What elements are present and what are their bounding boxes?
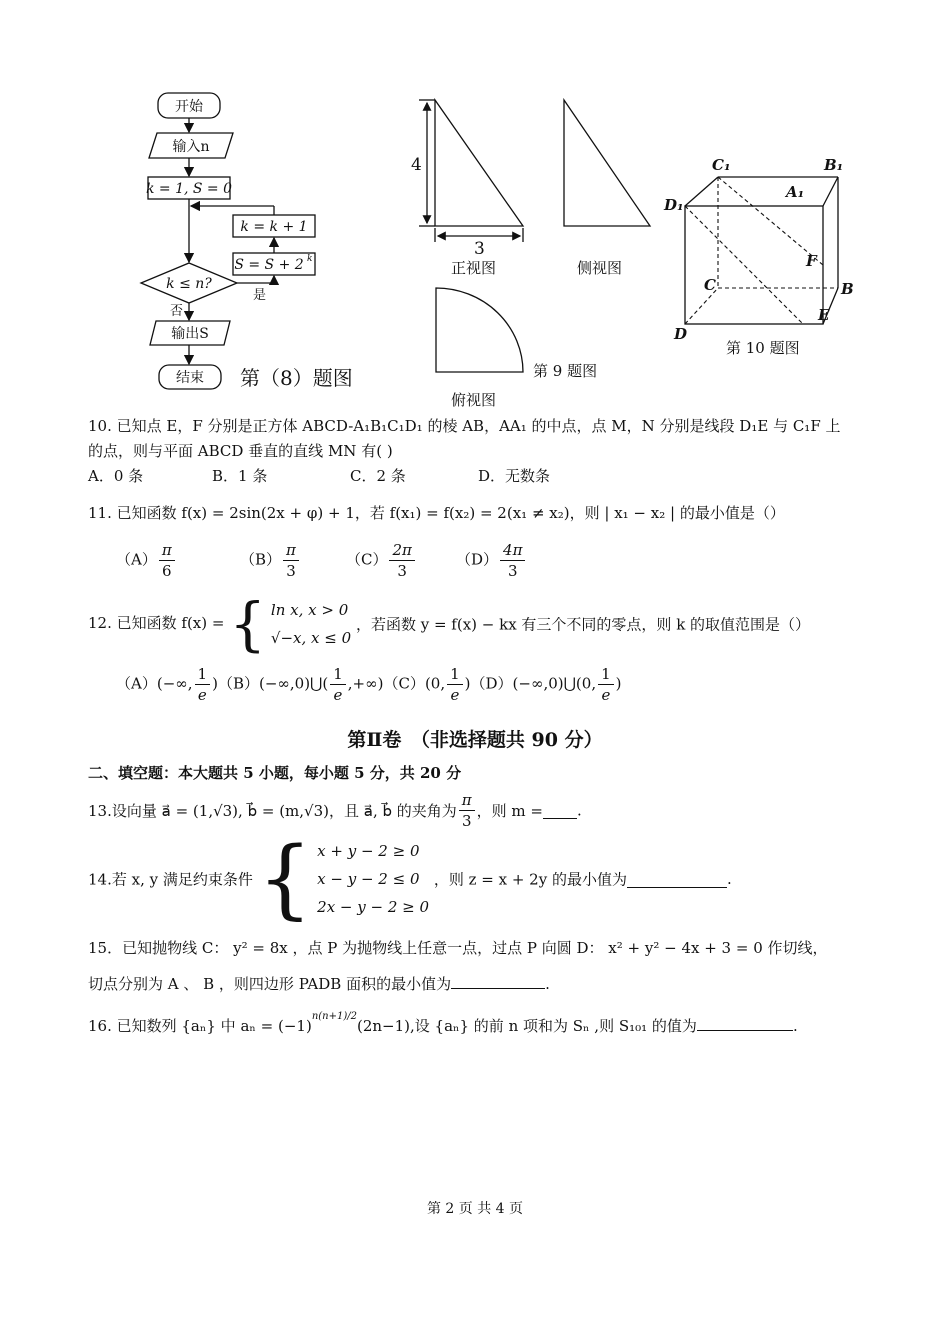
cube-vertex-a1: A₁: [786, 183, 805, 201]
cube-point-e: E: [818, 306, 830, 324]
piecewise-cases: [271, 596, 351, 652]
flow-sum-exponent: k: [307, 254, 313, 264]
constraint-3: 2x − y − 2 ≥ 0: [317, 898, 430, 916]
piecewise-case-2: √−x, x ≤ 0: [270, 629, 352, 647]
figure-10-caption: 第 10 题图: [726, 339, 800, 357]
flowchart-figure: [130, 85, 390, 400]
question-12-prefix: 12. 已知函数 f(x) =: [88, 614, 225, 632]
question-13-angle-fraction: $\frac{\pi}{3}$: [459, 790, 475, 831]
question-16-prefix: 16. 已知数列 {aₙ} 中 aₙ = (−1): [88, 1017, 312, 1035]
flow-init-label: k = 1, S = 0: [145, 181, 233, 197]
q12-option-d-pre: (−∞,0)⋃(0,: [512, 674, 597, 693]
flow-end-label: 结束: [176, 370, 204, 386]
section-2-title: 第Ⅱ卷 （非选择题共 90 分）: [347, 729, 603, 751]
side-view-caption: 侧视图: [577, 259, 623, 277]
question-10-option-b: B．1 条: [212, 467, 268, 485]
option-c-fraction: $\frac{2\pi}{3}$: [389, 540, 414, 581]
flow-increment-label: k = k + 1: [240, 219, 308, 235]
option-a-label: （A）: [116, 550, 157, 569]
constraint-brace: {: [257, 829, 313, 929]
question-10-line-1: 10. 已知点 E，F 分别是正方体 ABCD-A₁B₁C₁D₁ 的棱 AB，AA₁ 的中点，点 M，N 分别是线段 D₁E 与 C₁F 上: [88, 417, 841, 435]
q12-option-c-label: （C）: [383, 674, 425, 693]
question-12-stem: [88, 590, 811, 658]
question-15-line-2: [88, 972, 550, 996]
question-14-suffix: ，则 z = x + 2y 的最小值为: [433, 870, 627, 889]
flow-output-label: 输出S: [171, 326, 209, 342]
cube-vertex-b1: B₁: [824, 156, 844, 174]
question-11-option-a: [116, 540, 177, 581]
flow-no-label: 否: [170, 304, 184, 319]
question-10-option-a: A．0 条: [88, 467, 144, 485]
front-view-caption: 正视图: [451, 259, 497, 277]
option-d-label: （D）: [456, 550, 499, 569]
q12-option-b-fraction: $\frac{1}{e}$: [330, 664, 346, 705]
option-d-fraction: $\frac{4\pi}{3}$: [500, 540, 525, 581]
option-b-label: （B）: [240, 550, 282, 569]
question-14: [88, 829, 732, 929]
piecewise-brace: {: [229, 590, 267, 658]
cube-vertex-c: C: [704, 276, 716, 294]
question-10-option-c: C．2 条: [350, 467, 406, 485]
piecewise-case-1: ln x, x > 0: [270, 601, 349, 619]
question-13-blank[interactable]: [543, 802, 577, 819]
question-15-line-2-text: 切点分别为 A 、 B ，则四边形 PADB 面积的最小值为: [88, 975, 452, 993]
question-16: [88, 1011, 798, 1036]
q12-option-a-fraction: $\frac{1}{e}$: [195, 664, 211, 705]
cube-figure: [660, 150, 860, 365]
flow-condition-label: k ≤ n?: [166, 276, 212, 292]
question-14-prefix: 14.若 x, y 满足约束条件: [88, 870, 253, 889]
question-10-line-2: 的点，则与平面 ABCD 垂直的直线 MN 有( ): [88, 442, 393, 460]
q12-option-a-label: （A）: [116, 674, 157, 693]
q12-option-a-pre: (−∞,: [156, 674, 193, 693]
question-16-end: .: [792, 1017, 798, 1035]
question-16-suffix: (2n−1),设 {aₙ} 的前 n 项和为 Sₙ ,则 S₁₀₁ 的值为: [356, 1017, 697, 1035]
question-11-option-c: [346, 540, 417, 581]
front-view-height-label: 4: [411, 155, 422, 175]
page-footer: 第 2 页 共 4 页: [426, 1201, 524, 1217]
top-view-caption: 俯视图: [451, 391, 497, 409]
cube-vertex-b: B: [841, 280, 854, 298]
figure-9-caption: 第 9 题图: [533, 362, 598, 380]
question-13-end: .: [577, 801, 582, 820]
question-16-blank[interactable]: [697, 1014, 793, 1031]
question-13-suffix: ，则 m =: [476, 802, 543, 820]
q12-option-b-pre: (−∞,0)⋃(: [258, 674, 329, 693]
flow-start-label: 开始: [175, 99, 203, 115]
question-12-options: [116, 664, 622, 705]
question-11-option-d: [456, 540, 527, 581]
fill-in-header: 二、填空题：本大题共 5 小题，每小题 5 分，共 20 分: [88, 764, 462, 782]
flow-yes-label: 是: [253, 288, 267, 303]
flow-input-label: 输入n: [172, 139, 210, 155]
q12-option-c-pre: (0,: [424, 674, 446, 693]
q12-option-d-fraction: $\frac{1}{e}$: [598, 664, 614, 705]
cube-vertex-d: D: [674, 325, 688, 343]
q12-option-d-post: ): [615, 674, 622, 693]
q12-option-a-post: ): [212, 674, 218, 693]
question-13-prefix: 13.设向量 a⃗ = (1,√3), b⃗ = (m,√3)，且 a⃗, b⃗ 的夹角为: [88, 802, 457, 820]
q12-option-c-post: ): [464, 674, 471, 693]
cube-vertex-c1: C₁: [712, 156, 731, 174]
three-view-figure: [405, 90, 655, 415]
question-12-suffix: ，若函数 y = f(x) − kx 有三个不同的零点，则 k 的取值范围是（）: [355, 615, 811, 634]
question-10-option-d: D．无数条: [478, 467, 551, 485]
front-view-width-label: 3: [474, 239, 485, 259]
option-c-label: （C）: [346, 550, 388, 569]
q12-option-c-fraction: $\frac{1}{e}$: [447, 664, 463, 705]
constraint-system: [317, 837, 429, 921]
question-15-end: .: [545, 975, 550, 993]
figure-8-caption: 第（8）题图: [240, 366, 353, 390]
q12-option-b-post: ,+∞): [347, 674, 384, 693]
q12-option-d-label: （D）: [470, 674, 513, 693]
question-11-option-b: [240, 540, 301, 581]
question-15-line-1: 15．已知抛物线 C： y² = 8x ，点 P 为抛物线上任意一点，过点 P 向圆 D： x² + y² − 4x + 3 = 0 作切线，: [88, 939, 828, 957]
question-11-stem: 11. 已知函数 f(x) = 2sin(2x + φ) + 1，若 f(x₁) = f(x₂) = 2(x₁ ≠ x₂)，则 | x₁ − x₂ | 的最小值是（）: [88, 504, 785, 522]
constraint-1: x + y − 2 ≥ 0: [317, 842, 420, 860]
flow-sum-label: S = S + 2: [234, 257, 304, 273]
cube-vertex-d1: D₁: [664, 196, 684, 214]
question-14-end: .: [726, 870, 732, 888]
question-13: [88, 790, 582, 831]
constraint-2: x − y − 2 ≤ 0: [317, 870, 420, 888]
question-15-blank[interactable]: [451, 972, 545, 989]
cube-point-f: F: [806, 252, 817, 270]
q12-option-b-label: （B）: [217, 674, 259, 693]
option-b-fraction: $\frac{\pi}{3}$: [283, 540, 299, 581]
question-16-exponent: n(n+1)/2: [311, 1011, 357, 1022]
question-14-blank[interactable]: [627, 871, 727, 888]
option-a-fraction: $\frac{\pi}{6}$: [159, 540, 175, 581]
